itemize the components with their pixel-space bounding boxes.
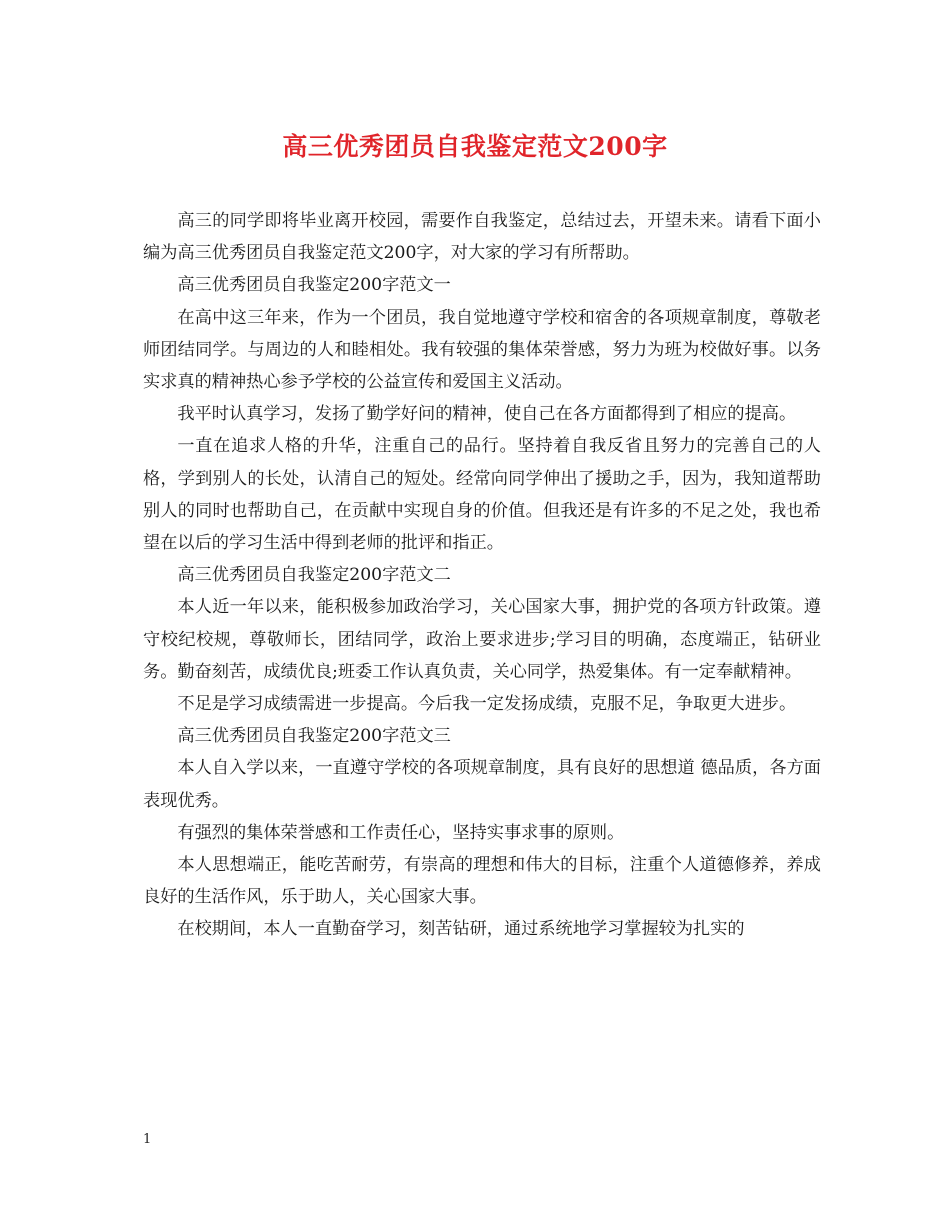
page-number: 1 [143, 1132, 152, 1147]
paragraph: 在高中这三年来，作为一个团员，我自觉地遵守学校和宿舍的各项规章制度，尊敬老师团结同学。与周边的人和睦相处。我有较强的集体荣誉感，努力为班为校做好事。以务实求真的精神热心参予学校的公益宣传和爱国主义活动。 [143, 307, 821, 393]
paragraph: 一直在追求人格的升华，注重自己的品行。坚持着自我反省且努力的完善自己的人格，学到别人的长处，认清自己的短处。经常向同学伸出了援助之手，因为，我知道帮助别人的同时也帮助自己，在贡献中实现自身的价值。但我还是有许多的不足之处，我也希望在以后的学习生活中得到老师的批评和指正。 [143, 436, 821, 554]
section-heading-3: 高三优秀团员自我鉴定200字范文三 [177, 726, 451, 747]
paragraph: 我平时认真学习，发扬了勤学好问的精神，使自己在各方面都得到了相应的提高。 [177, 404, 797, 425]
paragraph-intro: 高三的同学即将毕业离开校园，需要作自我鉴定，总结过去，开望未来。请看下面小编为高三优秀团员自我鉴定范文200字，对大家的学习有所帮助。 [143, 211, 821, 264]
paragraph: 本人自入学以来，一直遵守学校的各项规章制度，具有良好的思想道 德品质，各方面表现优秀。 [143, 758, 821, 811]
document-body [143, 205, 821, 946]
section-heading-1: 高三优秀团员自我鉴定200字范文一 [177, 275, 451, 296]
section-heading-2: 高三优秀团员自我鉴定200字范文二 [177, 565, 451, 586]
paragraph: 本人思想端正，能吃苦耐劳，有崇高的理想和伟大的目标，注重个人道德修养，养成良好的生活作风，乐于助人，关心国家大事。 [143, 855, 821, 908]
paragraph: 在校期间，本人一直勤奋学习，刻苦钻研，通过系统地学习掌握较为扎实的 [177, 919, 745, 940]
paragraph: 不足是学习成绩需进一步提高。今后我一定发扬成绩，克服不足，争取更大进步。 [177, 694, 797, 715]
document-title: 高三优秀团员自我鉴定范文200字 [282, 132, 668, 161]
paragraph: 有强烈的集体荣誉感和工作责任心，坚持实事求事的原则。 [177, 822, 625, 843]
paragraph: 本人近一年以来，能积极参加政治学习，关心国家大事，拥护党的各项方针政策。遵守校纪校规，尊敬师长，团结同学，政治上要求进步;学习目的明确，态度端正，钻研业务。勤奋刻苦，成绩优良;班委工作认真负责，关心同学，热爱集体。有一定奉献精神。 [143, 597, 821, 682]
